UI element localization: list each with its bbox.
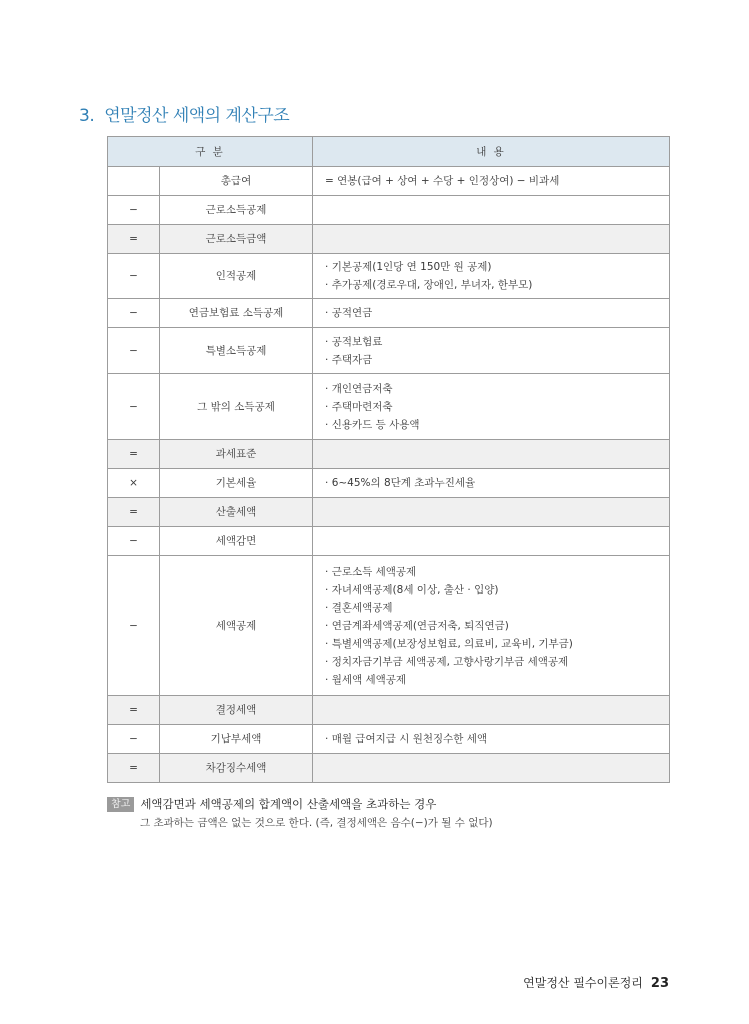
table-row [108,440,670,469]
page-footer [523,974,669,991]
content-item: · 특별세액공제(보장성보험료, 의료비, 교육비, 기부금) [325,635,661,653]
table-row [108,754,670,783]
content-item: · 공적연금 [325,304,661,322]
row-content [313,527,670,556]
content-text: = 연봉(급여 + 상여 + 수당 + 인정상여) − 비과세 [325,175,560,187]
row-operator: = [108,498,160,527]
page-number: 23 [650,976,669,991]
content-item: · 주택마련저축 [325,398,661,416]
row-label: 근로소득금액 [160,225,313,254]
row-label: 차감징수세액 [160,754,313,783]
row-content [313,196,670,225]
row-operator: = [108,696,160,725]
row-content [313,299,670,328]
note-box [107,796,493,830]
row-operator: × [108,469,160,498]
row-content [313,725,670,754]
content-item: · 연금계좌세액공제(연금저축, 퇴직연금) [325,617,661,635]
table-row [108,469,670,498]
content-list [325,254,661,298]
table-row [108,696,670,725]
content-list [325,726,661,752]
row-label: 세액공제 [160,556,313,696]
table-row [108,374,670,440]
content-item: · 주택자금 [325,351,661,369]
content-item: · 정치자금기부금 세액공제, 고향사랑기부금 세액공제 [325,653,661,671]
row-label: 그 밖의 소득공제 [160,374,313,440]
content-item: · 자녀세액공제(8세 이상, 출산 · 입양) [325,581,661,599]
table-body [108,167,670,783]
table-row [108,254,670,299]
section-title [79,101,289,126]
row-operator: − [108,556,160,696]
table-row [108,556,670,696]
row-label: 특별소득공제 [160,328,313,374]
row-content [313,167,670,196]
content-item: · 개인연금저축 [325,380,661,398]
header-category: 구 분 [108,137,313,167]
content-item: · 기본공제(1인당 연 150만 원 공제) [325,258,661,276]
row-operator: − [108,374,160,440]
content-item: · 결혼세액공제 [325,599,661,617]
row-label: 세액감면 [160,527,313,556]
tax-calculation-table [107,136,670,783]
row-content [313,498,670,527]
content-item: · 근로소득 세액공제 [325,563,661,581]
content-item: · 월세액 세액공제 [325,671,661,689]
content-item: · 매월 급여지급 시 원천징수한 세액 [325,730,661,748]
content-list [325,559,661,693]
row-label: 인적공제 [160,254,313,299]
content-list [325,329,661,373]
row-operator: = [108,754,160,783]
row-label: 기납부세액 [160,725,313,754]
row-content [313,696,670,725]
row-label: 연금보험료 소득공제 [160,299,313,328]
table-row [108,725,670,754]
content-list [325,470,661,496]
row-operator: − [108,527,160,556]
content-item: · 공적보험료 [325,333,661,351]
row-label: 과세표준 [160,440,313,469]
content-list [325,300,661,326]
note-body: 그 초과하는 금액은 없는 것으로 한다. (즉, 결정세액은 음수(−)가 될 수 없다) [140,817,493,829]
row-operator: − [108,725,160,754]
row-content [313,754,670,783]
row-operator: = [108,440,160,469]
row-operator: − [108,254,160,299]
table-row [108,196,670,225]
row-label: 총급여 [160,167,313,196]
content-list [325,376,661,438]
table-row [108,498,670,527]
footer-title: 연말정산 필수이론정리 [523,976,643,990]
row-content [313,328,670,374]
row-operator [108,167,160,196]
row-content [313,440,670,469]
section-title-text: 연말정산 세액의 계산구조 [104,106,290,126]
row-operator: − [108,299,160,328]
row-operator: − [108,196,160,225]
row-label: 결정세액 [160,696,313,725]
row-content [313,469,670,498]
section-number: 3. [79,106,95,126]
content-item: · 추가공제(경로우대, 장애인, 부녀자, 한부모) [325,276,661,294]
table-row [108,527,670,556]
row-content [313,374,670,440]
row-label: 산출세액 [160,498,313,527]
row-label: 근로소득공제 [160,196,313,225]
table-row [108,225,670,254]
row-label: 기본세율 [160,469,313,498]
table-row [108,299,670,328]
row-content [313,254,670,299]
table-header-row [108,137,670,167]
row-operator: = [108,225,160,254]
row-content [313,556,670,696]
note-badge: 참고 [107,797,134,812]
note-heading: 세액감면과 세액공제의 합계액이 산출세액을 초과하는 경우 [140,797,437,811]
row-content [313,225,670,254]
table-row [108,167,670,196]
header-content: 내 용 [313,137,670,167]
content-item: · 6~45%의 8단계 초과누진세율 [325,474,661,492]
row-operator: − [108,328,160,374]
table-row [108,328,670,374]
content-item: · 신용카드 등 사용액 [325,416,661,434]
